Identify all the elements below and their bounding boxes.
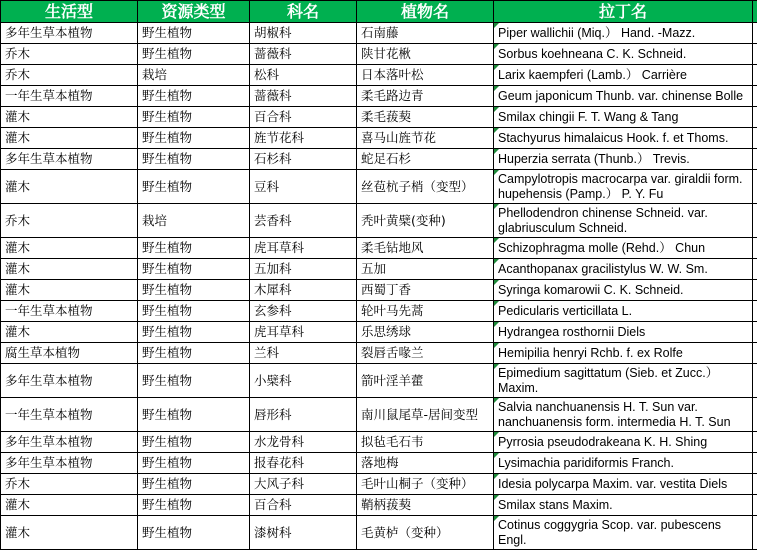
table-row	[1, 432, 757, 453]
cell-resource-type[interactable]: 野生植物	[138, 128, 250, 149]
cell-resource-type[interactable]: 野生植物	[138, 259, 250, 280]
cell-extra[interactable]	[753, 343, 757, 364]
cell-life-form[interactable]: 多年生草本植物	[1, 364, 138, 398]
cell-resource-type[interactable]: 野生植物	[138, 364, 250, 398]
header-life-form[interactable]: 生活型	[1, 1, 138, 23]
cell-life-form[interactable]: 乔木	[1, 204, 138, 238]
cell-family[interactable]: 报春花科	[250, 453, 357, 474]
cell-extra[interactable]	[753, 516, 757, 550]
cell-family[interactable]: 兰科	[250, 343, 357, 364]
cell-resource-type[interactable]: 栽培	[138, 204, 250, 238]
cell-resource-type[interactable]: 野生植物	[138, 23, 250, 44]
cell-plant-name[interactable]: 日本落叶松	[357, 65, 494, 86]
cell-plant-name[interactable]: 陕甘花楸	[357, 44, 494, 65]
cell-life-form[interactable]: 一年生草本植物	[1, 398, 138, 432]
cell-family[interactable]: 百合科	[250, 495, 357, 516]
cell-life-form[interactable]: 灌木	[1, 238, 138, 259]
cell-family[interactable]: 松科	[250, 65, 357, 86]
cell-family[interactable]: 蔷薇科	[250, 86, 357, 107]
cell-latin-name[interactable]: Huperzia serrata (Thunb.） Trevis.	[494, 149, 753, 170]
cell-life-form[interactable]: 多年生草本植物	[1, 23, 138, 44]
cell-family[interactable]: 虎耳草科	[250, 322, 357, 343]
table-row	[1, 364, 757, 398]
cell-life-form[interactable]: 乔木	[1, 65, 138, 86]
table-row	[1, 107, 757, 128]
cell-plant-name[interactable]: 丝苞杭子梢（变型）	[357, 170, 494, 204]
cell-life-form[interactable]: 灌木	[1, 280, 138, 301]
cell-plant-name[interactable]: 裂唇舌喙兰	[357, 343, 494, 364]
cell-extra[interactable]	[753, 65, 757, 86]
cell-life-form[interactable]: 灌木	[1, 107, 138, 128]
cell-life-form[interactable]: 灌木	[1, 516, 138, 550]
cell-latin-name[interactable]: Lysimachia paridiformis Franch.	[494, 453, 753, 474]
table-row	[1, 322, 757, 343]
table-row	[1, 453, 757, 474]
cell-plant-name[interactable]: 石南藤	[357, 23, 494, 44]
cell-latin-name[interactable]: Geum japonicum Thunb. var. chinense Bolle	[494, 86, 753, 107]
cell-latin-name[interactable]: Stachyurus himalaicus Hook. f. et Thoms.	[494, 128, 753, 149]
header-plant-name[interactable]: 植物名	[357, 1, 494, 23]
cell-extra[interactable]	[753, 86, 757, 107]
cell-extra[interactable]	[753, 280, 757, 301]
cell-plant-name[interactable]: 柔毛钻地风	[357, 238, 494, 259]
cell-life-form[interactable]: 灌木	[1, 128, 138, 149]
cell-resource-type[interactable]: 野生植物	[138, 343, 250, 364]
cell-plant-name[interactable]: 蛇足石杉	[357, 149, 494, 170]
table-row	[1, 149, 757, 170]
table-row	[1, 170, 757, 204]
cell-resource-type[interactable]: 野生植物	[138, 280, 250, 301]
cell-life-form[interactable]: 灌木	[1, 495, 138, 516]
cell-life-form[interactable]: 一年生草本植物	[1, 301, 138, 322]
cell-plant-name[interactable]: 五加	[357, 259, 494, 280]
table-row	[1, 204, 757, 238]
cell-latin-name[interactable]: Campylotropis macrocarpa var. giraldii form. hupehensis (Pamp.） P. Y. Fu	[494, 170, 753, 204]
cell-latin-name[interactable]: Salvia nanchuanensis H. T. Sun var. nanchuanensis form. intermedia H. T. Sun	[494, 398, 753, 432]
table-row	[1, 259, 757, 280]
header-resource-type[interactable]: 资源类型	[138, 1, 250, 23]
table-row	[1, 280, 757, 301]
table-row	[1, 398, 757, 432]
cell-life-form[interactable]: 一年生草本植物	[1, 86, 138, 107]
cell-latin-name[interactable]: Cotinus coggygria Scop. var. pubescens Engl.	[494, 516, 753, 550]
cell-resource-type[interactable]: 野生植物	[138, 238, 250, 259]
cell-plant-name[interactable]: 毛黄栌（变种）	[357, 516, 494, 550]
cell-latin-name[interactable]: Smilax chingii F. T. Wang & Tang	[494, 107, 753, 128]
cell-resource-type[interactable]: 野生植物	[138, 170, 250, 204]
cell-plant-name[interactable]: 秃叶黄檗(变种)	[357, 204, 494, 238]
cell-resource-type[interactable]: 栽培	[138, 65, 250, 86]
cell-resource-type[interactable]: 野生植物	[138, 516, 250, 550]
table-row	[1, 128, 757, 149]
cell-extra[interactable]	[753, 398, 757, 432]
cell-latin-name[interactable]: Acanthopanax gracilistylus W. W. Sm.	[494, 259, 753, 280]
table-row	[1, 343, 757, 364]
table-row	[1, 516, 757, 550]
cell-plant-name[interactable]: 箭叶淫羊藿	[357, 364, 494, 398]
table-row	[1, 474, 757, 495]
cell-extra[interactable]	[753, 364, 757, 398]
cell-resource-type[interactable]: 野生植物	[138, 322, 250, 343]
cell-family[interactable]: 唇形科	[250, 398, 357, 432]
cell-plant-name[interactable]: 拟毡毛石韦	[357, 432, 494, 453]
table-row	[1, 238, 757, 259]
cell-latin-name[interactable]: Idesia polycarpa Maxim. var. vestita Diels	[494, 474, 753, 495]
header-extra[interactable]	[753, 1, 757, 23]
cell-resource-type[interactable]: 野生植物	[138, 149, 250, 170]
cell-extra[interactable]	[753, 170, 757, 204]
cell-resource-type[interactable]: 野生植物	[138, 301, 250, 322]
cell-extra[interactable]	[753, 44, 757, 65]
cell-life-form[interactable]: 乔木	[1, 44, 138, 65]
table-row	[1, 495, 757, 516]
cell-plant-name[interactable]: 喜马山旌节花	[357, 128, 494, 149]
cell-plant-name[interactable]: 毛叶山桐子（变种）	[357, 474, 494, 495]
table-row	[1, 301, 757, 322]
cell-family[interactable]: 木犀科	[250, 280, 357, 301]
cell-latin-name[interactable]: Sorbus koehneana C. K. Schneid.	[494, 44, 753, 65]
cell-life-form[interactable]: 多年生草本植物	[1, 453, 138, 474]
cell-life-form[interactable]: 灌木	[1, 170, 138, 204]
header-latin-name[interactable]: 拉丁名	[494, 1, 753, 23]
cell-resource-type[interactable]: 野生植物	[138, 107, 250, 128]
cell-extra[interactable]	[753, 128, 757, 149]
cell-resource-type[interactable]: 野生植物	[138, 398, 250, 432]
cell-life-form[interactable]: 多年生草本植物	[1, 432, 138, 453]
cell-extra[interactable]	[753, 259, 757, 280]
cell-extra[interactable]	[753, 495, 757, 516]
cell-family[interactable]: 大风子科	[250, 474, 357, 495]
cell-latin-name[interactable]: Smilax stans Maxim.	[494, 495, 753, 516]
cell-resource-type[interactable]: 野生植物	[138, 453, 250, 474]
cell-family[interactable]: 石杉科	[250, 149, 357, 170]
cell-family[interactable]: 豆科	[250, 170, 357, 204]
cell-extra[interactable]	[753, 107, 757, 128]
cell-life-form[interactable]: 灌木	[1, 322, 138, 343]
table-row	[1, 44, 757, 65]
cell-latin-name[interactable]: Larix kaempferi (Lamb.） Carrière	[494, 65, 753, 86]
cell-life-form[interactable]: 灌木	[1, 259, 138, 280]
cell-family[interactable]: 水龙骨科	[250, 432, 357, 453]
cell-plant-name[interactable]: 南川鼠尾草-居间变型	[357, 398, 494, 432]
cell-family[interactable]: 百合科	[250, 107, 357, 128]
cell-latin-name[interactable]: Schizophragma molle (Rehd.） Chun	[494, 238, 753, 259]
cell-plant-name[interactable]: 西蜀丁香	[357, 280, 494, 301]
cell-resource-type[interactable]: 野生植物	[138, 86, 250, 107]
cell-resource-type[interactable]: 野生植物	[138, 44, 250, 65]
cell-extra[interactable]	[753, 23, 757, 44]
cell-life-form[interactable]: 腐生草本植物	[1, 343, 138, 364]
cell-latin-name[interactable]: Syringa komarowii C. K. Schneid.	[494, 280, 753, 301]
cell-plant-name[interactable]: 轮叶马先蒿	[357, 301, 494, 322]
cell-plant-name[interactable]: 乐思绣球	[357, 322, 494, 343]
table-body	[1, 23, 757, 550]
cell-resource-type[interactable]: 野生植物	[138, 474, 250, 495]
cell-latin-name[interactable]: Hemipilia henryi Rchb. f. ex Rolfe	[494, 343, 753, 364]
cell-extra[interactable]	[753, 453, 757, 474]
cell-latin-name[interactable]: Epimedium sagittatum (Sieb. et Zucc.） Maxim.	[494, 364, 753, 398]
cell-life-form[interactable]: 乔木	[1, 474, 138, 495]
header-row	[1, 1, 757, 23]
cell-life-form[interactable]: 多年生草本植物	[1, 149, 138, 170]
header-family[interactable]: 科名	[250, 1, 357, 23]
cell-family[interactable]: 胡椒科	[250, 23, 357, 44]
cell-family[interactable]: 芸香科	[250, 204, 357, 238]
cell-extra[interactable]	[753, 432, 757, 453]
cell-extra[interactable]	[753, 301, 757, 322]
cell-extra[interactable]	[753, 204, 757, 238]
table-row	[1, 86, 757, 107]
table-row	[1, 65, 757, 86]
cell-plant-name[interactable]: 柔毛菝葜	[357, 107, 494, 128]
cell-latin-name[interactable]: Pedicularis verticillata L.	[494, 301, 753, 322]
cell-family[interactable]: 蔷薇科	[250, 44, 357, 65]
cell-family[interactable]: 玄参科	[250, 301, 357, 322]
cell-family[interactable]: 虎耳草科	[250, 238, 357, 259]
cell-latin-name[interactable]: Phellodendron chinense Schneid. var. glabriusculum Schneid.	[494, 204, 753, 238]
cell-plant-name[interactable]: 鞘柄菝葜	[357, 495, 494, 516]
cell-extra[interactable]	[753, 238, 757, 259]
cell-resource-type[interactable]: 野生植物	[138, 432, 250, 453]
cell-resource-type[interactable]: 野生植物	[138, 495, 250, 516]
cell-plant-name[interactable]: 柔毛路边青	[357, 86, 494, 107]
cell-family[interactable]: 小檗科	[250, 364, 357, 398]
cell-family[interactable]: 旌节花科	[250, 128, 357, 149]
cell-plant-name[interactable]: 落地梅	[357, 453, 494, 474]
cell-extra[interactable]	[753, 149, 757, 170]
cell-extra[interactable]	[753, 322, 757, 343]
cell-latin-name[interactable]: Piper wallichii (Miq.） Hand. -Mazz.	[494, 23, 753, 44]
table-row	[1, 23, 757, 44]
cell-latin-name[interactable]: Pyrrosia pseudodrakeana K. H. Shing	[494, 432, 753, 453]
cell-family[interactable]: 五加科	[250, 259, 357, 280]
cell-latin-name[interactable]: Hydrangea rosthornii Diels	[494, 322, 753, 343]
cell-family[interactable]: 漆树科	[250, 516, 357, 550]
cell-extra[interactable]	[753, 474, 757, 495]
